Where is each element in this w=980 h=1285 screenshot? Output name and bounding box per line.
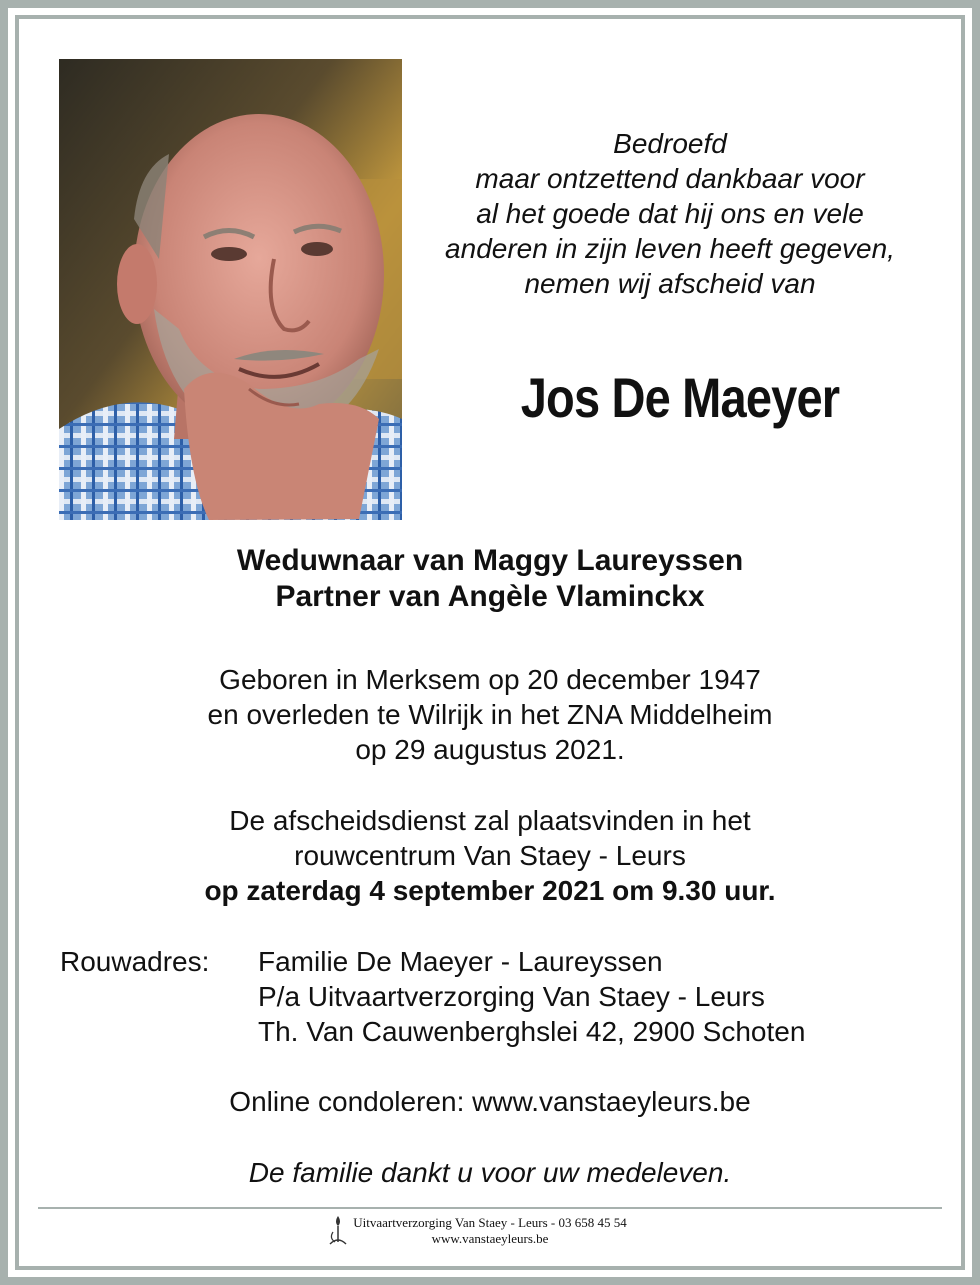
intro-line: anderen in zijn leven heeft gegeven, bbox=[445, 233, 895, 264]
intro-line: al het goede dat hij ons en vele bbox=[476, 198, 864, 229]
relations bbox=[0, 543, 980, 615]
birth-death-line: en overleden te Wilrijk in het ZNA Middelheim bbox=[207, 699, 773, 730]
intro-text bbox=[410, 126, 930, 301]
relation-line: Weduwnaar van Maggy Laureyssen bbox=[236, 544, 744, 577]
relation-line: Partner van Angèle Vlaminckx bbox=[275, 580, 705, 613]
address-line: P/a Uitvaartverzorging Van Staey - Leurs bbox=[258, 981, 765, 1012]
thanks-text: De familie dankt u voor uw medeleven. bbox=[248, 1157, 732, 1188]
footer-line-company: Uitvaartverzorging Van Staey - Leurs - 03 658 45 54 bbox=[353, 1215, 627, 1230]
portrait-photo bbox=[59, 59, 402, 520]
service-line: rouwcentrum Van Staey - Leurs bbox=[294, 840, 686, 871]
portrait-illustration bbox=[59, 59, 402, 520]
service-line: De afscheidsdienst zal plaatsvinden in het bbox=[229, 805, 751, 836]
birth-death-text bbox=[0, 662, 980, 767]
address-label: Rouwadres: bbox=[60, 946, 210, 977]
birth-death-line: op 29 augustus 2021. bbox=[355, 734, 625, 765]
footer-line-website: www.vanstaeyleurs.be bbox=[431, 1231, 549, 1246]
service-datetime: op zaterdag 4 september 2021 om 9.30 uur. bbox=[204, 875, 776, 906]
address-line: Th. Van Cauwenberghslei 42, 2900 Schoten bbox=[258, 1016, 806, 1047]
address-lines bbox=[258, 944, 805, 1049]
birth-death-line: Geboren in Merksem op 20 december 1947 bbox=[219, 664, 761, 695]
service-info bbox=[0, 803, 980, 908]
intro-line: nemen wij afscheid van bbox=[524, 268, 816, 299]
online-condolences: Online condoleren: www.vanstaeyleurs.be bbox=[229, 1086, 751, 1117]
intro-line: maar ontzettend dankbaar voor bbox=[475, 163, 865, 194]
address-line: Familie De Maeyer - Laureyssen bbox=[258, 946, 663, 977]
deceased-name: Jos De Maeyer bbox=[520, 366, 840, 429]
footer bbox=[0, 1215, 980, 1247]
intro-line: Bedroefd bbox=[613, 128, 727, 159]
footer-divider bbox=[38, 1207, 942, 1209]
